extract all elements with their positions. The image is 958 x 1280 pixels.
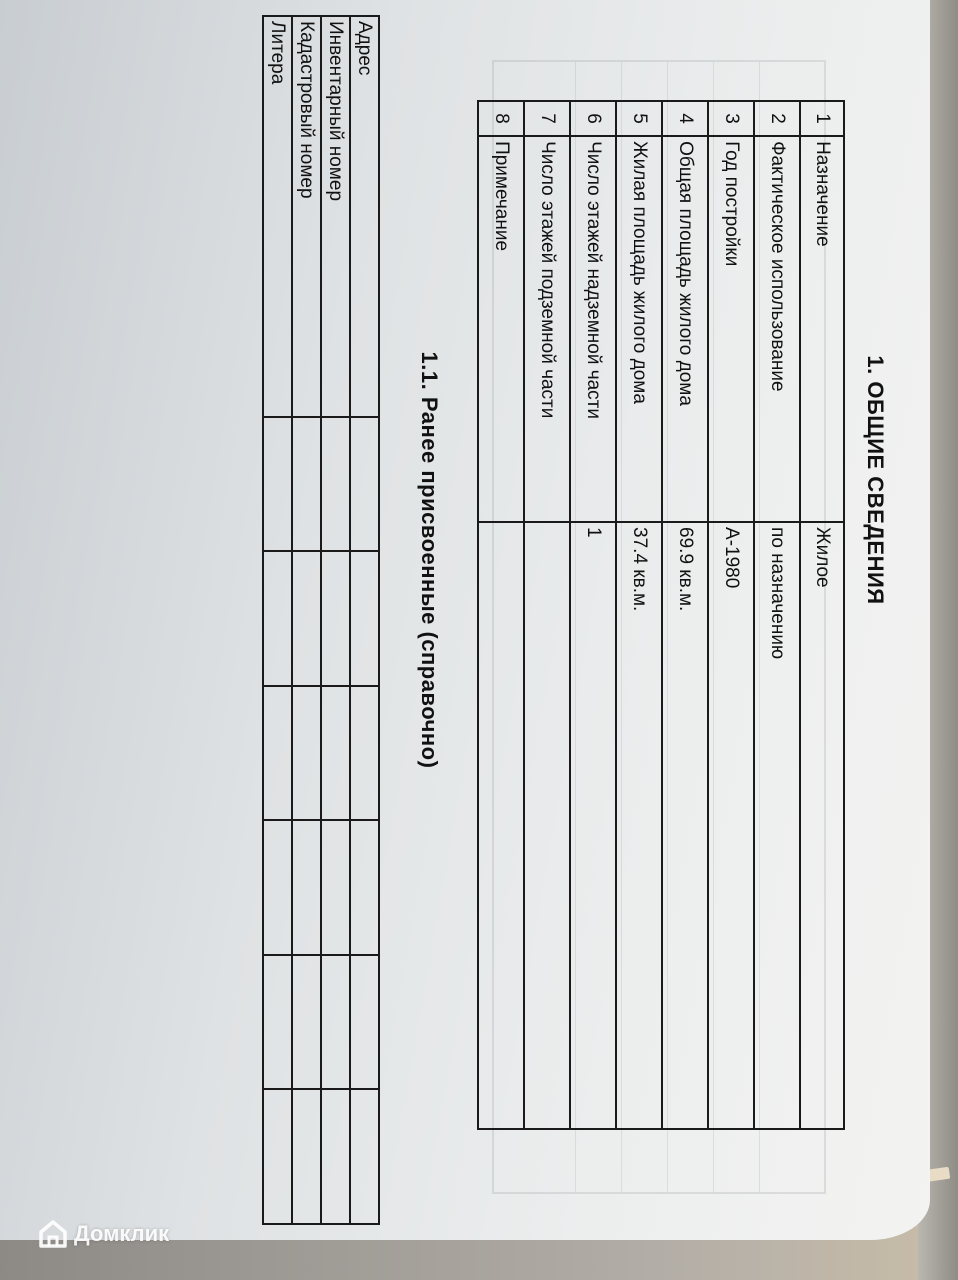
- row-label: Число этажей подземной части: [524, 136, 570, 522]
- table-row: [616, 101, 662, 1129]
- row-label: Фактическое использование: [754, 136, 800, 522]
- empty-cell: [321, 551, 350, 686]
- section-title: 1. ОБЩИЕ СВЕДЕНИЯ: [863, 355, 888, 605]
- row-value: [478, 522, 524, 1129]
- empty-cell: [350, 551, 379, 686]
- table-row: [524, 101, 570, 1129]
- empty-cell: [292, 551, 321, 686]
- table-row: [800, 101, 844, 1129]
- row-number: 1: [800, 101, 844, 136]
- row-label: Назначение: [800, 136, 844, 522]
- row-number: 3: [708, 101, 754, 136]
- table-row: [754, 101, 800, 1129]
- row-label: Литера: [263, 16, 292, 417]
- row-value: Жилое: [800, 522, 844, 1129]
- row-label: Адрес: [350, 16, 379, 417]
- table-row: [708, 101, 754, 1129]
- empty-cell: [321, 417, 350, 552]
- row-number: 5: [616, 101, 662, 136]
- table-row: [263, 16, 292, 1224]
- subsection-title: 1.1. Ранее присвоенные (справочно): [417, 351, 442, 769]
- empty-cell: [292, 686, 321, 821]
- watermark: [38, 1219, 169, 1249]
- empty-cell: [350, 1089, 379, 1224]
- previous-ids-table: [262, 15, 380, 1225]
- row-value: 37.4 кв.м.: [616, 522, 662, 1129]
- row-value: 69.9 кв.м.: [662, 522, 708, 1129]
- table-row: [350, 16, 379, 1224]
- row-value: [524, 522, 570, 1129]
- table-row: [321, 16, 350, 1224]
- row-label: Инвентарный номер: [321, 16, 350, 417]
- row-number: 6: [570, 101, 616, 136]
- empty-cell: [292, 417, 321, 552]
- empty-cell: [321, 955, 350, 1090]
- row-value: А-1980: [708, 522, 754, 1129]
- empty-cell: [292, 1089, 321, 1224]
- empty-cell: [321, 686, 350, 821]
- row-label: Жилая площадь жилого дома: [616, 136, 662, 522]
- table-row: [292, 16, 321, 1224]
- row-value: по назначению: [754, 522, 800, 1129]
- row-number: 4: [662, 101, 708, 136]
- row-label: Кадастровый номер: [292, 16, 321, 417]
- empty-cell: [263, 1089, 292, 1224]
- empty-cell: [350, 686, 379, 821]
- empty-cell: [263, 820, 292, 955]
- row-label: Общая площадь жилого дома: [662, 136, 708, 522]
- watermark-text: Домклик: [74, 1221, 170, 1246]
- table-row: [662, 101, 708, 1129]
- row-number: 2: [754, 101, 800, 136]
- row-label: Год постройки: [708, 136, 754, 522]
- empty-cell: [321, 1089, 350, 1224]
- row-value: 1: [570, 522, 616, 1129]
- general-info-table: [477, 100, 845, 1130]
- row-label: Число этажей надземной части: [570, 136, 616, 522]
- empty-cell: [263, 551, 292, 686]
- empty-cell: [321, 820, 350, 955]
- empty-cell: [292, 955, 321, 1090]
- table-row: [570, 101, 616, 1129]
- table-row: [478, 101, 524, 1129]
- empty-cell: [350, 955, 379, 1090]
- row-number: 7: [524, 101, 570, 136]
- row-label: Примечание: [478, 136, 524, 522]
- row-number: 8: [478, 101, 524, 136]
- empty-cell: [350, 820, 379, 955]
- empty-cell: [263, 417, 292, 552]
- empty-cell: [263, 955, 292, 1090]
- empty-cell: [292, 820, 321, 955]
- empty-cell: [263, 686, 292, 821]
- house-logo-icon: [38, 1219, 68, 1249]
- empty-cell: [350, 417, 379, 552]
